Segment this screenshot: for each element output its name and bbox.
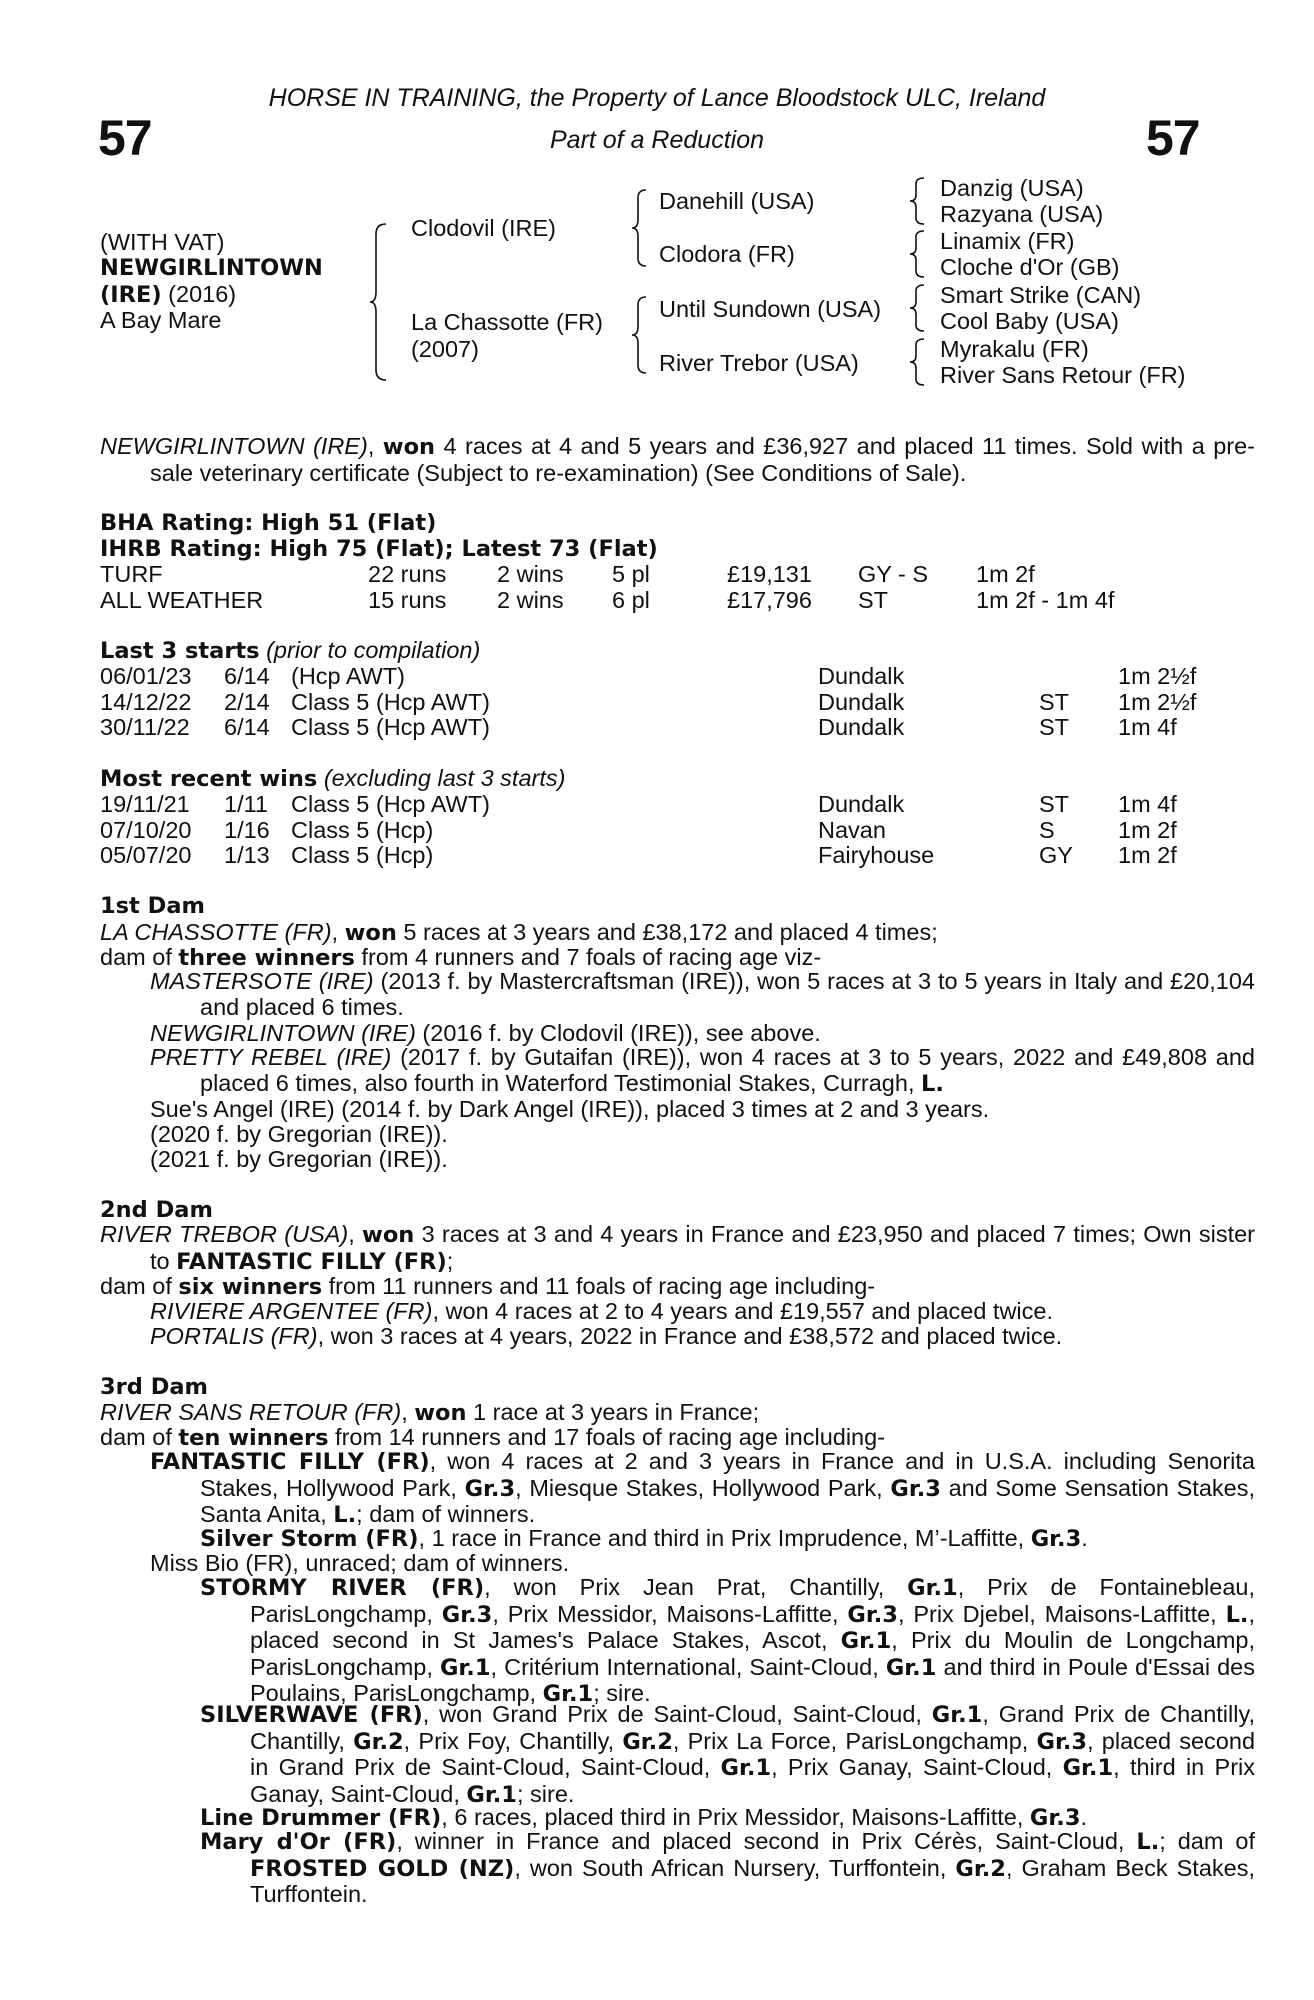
won: won: [344, 920, 397, 946]
distance: 1m 2½f: [1118, 689, 1197, 715]
progeny-name: Mary d'Or (FR): [200, 1829, 397, 1855]
grade: Gr.3: [441, 1601, 493, 1628]
prize-money: £19,131: [727, 561, 812, 587]
grade: Gr.2: [622, 1728, 673, 1755]
date: 19/11/21: [100, 791, 190, 817]
dam-record: 1 race at 3 years in France;: [466, 1399, 760, 1425]
distance: 1m 4f: [1118, 714, 1177, 740]
dam-name: RIVER TREBOR (USA): [100, 1221, 349, 1247]
recent-win-row: [100, 817, 1210, 843]
runs: 15 runs: [368, 587, 447, 613]
progeny-record: ; sire.: [593, 1680, 651, 1706]
distance: 1m 2½f: [1118, 663, 1197, 689]
pedigree-dam-sire: Until Sundown (USA): [659, 296, 882, 322]
horse-description: A Bay Mare: [100, 307, 222, 333]
progeny-entry: (2021 f. by Gregorian (IRE)).: [150, 1146, 448, 1172]
course: Dundalk: [818, 689, 905, 715]
lot-number-right: 57: [1146, 110, 1200, 166]
grade: Gr.1: [439, 1654, 491, 1681]
pedigree-brace-main: [370, 222, 390, 382]
progeny-entry: [200, 1702, 1255, 1808]
course: Dundalk: [818, 663, 905, 689]
runs: 22 runs: [368, 561, 447, 587]
foals-text: from 11 runners and 11 foals of racing age including-: [322, 1273, 876, 1299]
summary-won: won: [382, 434, 436, 460]
race-class: Class 5 (Hcp AWT): [291, 791, 490, 817]
pedigree-brace-dd: [910, 337, 926, 387]
progeny-entry: [150, 1045, 1255, 1097]
ihrb-rating: IHRB Rating: High 75 (Flat); Latest 73 (Flat): [100, 536, 658, 562]
going: ST: [1039, 791, 1070, 817]
first-dam-produce: [100, 944, 821, 971]
ratings-row-all-weather: [100, 587, 1210, 613]
won: won: [362, 1222, 415, 1248]
progeny-record: , won 3 races at 4 years, 2022 in France and £38,572 and placed twice.: [317, 1323, 1063, 1349]
progeny-record: , Grand Prix de Chantilly, Chantilly,: [250, 1701, 1256, 1754]
going: ST: [1039, 714, 1070, 740]
grade: Gr.1: [885, 1654, 937, 1681]
progeny-entry: [150, 1449, 1255, 1529]
going: ST: [858, 587, 889, 613]
page-title: HORSE IN TRAINING, the Property of Lance Bloodstock ULC, Ireland: [268, 84, 1046, 112]
progeny-entry: (2020 f. by Gregorian (IRE)).: [150, 1121, 448, 1147]
grade: Gr.3: [847, 1601, 898, 1628]
progeny-record: ; dam of winners.: [356, 1501, 536, 1527]
pedigree-dss: Smart Strike (CAN): [940, 282, 1142, 308]
page-subtitle: Part of a Reduction: [549, 126, 764, 154]
pedigree-brace-sd: [910, 229, 926, 279]
last-starts-heading: [100, 637, 480, 664]
pedigree-brace-ss: [910, 176, 926, 226]
position: 2/14: [224, 689, 270, 715]
heading-note: (prior to compilation): [259, 637, 481, 663]
pedigree-dam-year: (2007): [411, 336, 479, 362]
second-dam-heading: 2nd Dam: [100, 1197, 213, 1223]
race-class: Class 5 (Hcp AWT): [291, 689, 490, 715]
progeny-record: , Prix Ganay, Saint-Cloud,: [771, 1754, 1063, 1780]
distance: 1m 4f: [1118, 791, 1177, 817]
progeny-record: , Prix La Force, ParisLongchamp,: [672, 1727, 1037, 1754]
pedigree-sire-dam: Clodora (FR): [659, 241, 795, 267]
progeny-record: , 6 races, placed third in Prix Messidor, Maisons-Laffitte,: [441, 1804, 1030, 1830]
position: 1/13: [224, 842, 270, 868]
semicolon: ;: [446, 1247, 454, 1274]
date: 05/07/20: [100, 842, 192, 868]
recent-win-row: [100, 791, 1210, 817]
dam-of: dam of: [100, 1424, 179, 1450]
going: GY: [1039, 842, 1073, 868]
progeny-entry: [150, 969, 1255, 1020]
progeny-name: STORMY RIVER (FR): [200, 1575, 485, 1601]
sister-name: FANTASTIC FILLY (FR): [176, 1248, 447, 1275]
progeny-record: , Prix Djebel, Maisons-Laffitte,: [897, 1600, 1226, 1627]
progeny-record: ; dam of: [1159, 1828, 1255, 1854]
course: Fairyhouse: [818, 842, 935, 868]
comma: ,: [331, 919, 345, 945]
progeny-record: .: [1080, 1804, 1088, 1830]
comma: ,: [401, 1399, 415, 1425]
date: 07/10/20: [100, 817, 192, 843]
placed: 5 pl: [612, 561, 650, 587]
race-class: Class 5 (Hcp): [291, 842, 434, 868]
course: Navan: [818, 817, 886, 843]
race-class: Class 5 (Hcp): [291, 817, 434, 843]
progeny-record: (2017 f. by Gutaifan (IRE)), won 4 races at 3 to 5 years, 2022 and £49,808 and placed 6 times, also fourth in Waterford Testimonial Stakes, Curragh,: [200, 1044, 1255, 1096]
grade: Gr.3: [1036, 1728, 1088, 1755]
progeny-record: , Prix Foy, Chantilly,: [403, 1727, 623, 1754]
vat-note: (WITH VAT): [100, 229, 225, 255]
date: 30/11/22: [100, 714, 190, 740]
first-dam-heading: 1st Dam: [100, 893, 205, 919]
grade: Gr.3: [1029, 1805, 1081, 1831]
pedigree-dam-dam: River Trebor (USA): [659, 350, 859, 376]
grade: Gr.1: [1062, 1755, 1114, 1781]
position: 6/14: [224, 714, 270, 740]
progeny-record: , placed second in Grand Prix de Saint-Cloud, Saint-Cloud,: [250, 1727, 1256, 1780]
progeny-name: NEWGIRLINTOWN (IRE): [150, 1020, 416, 1046]
progeny-entry: [150, 1020, 821, 1046]
pedigree-brace-dam: [632, 295, 648, 375]
progeny-entry: [200, 1575, 1255, 1708]
grade: Gr.1: [466, 1781, 517, 1808]
horse-year: (2016): [161, 281, 237, 307]
dam-of: dam of: [100, 944, 179, 970]
summary-text: 4 races at 4 and 5 years and £36,927 and placed 11 times. Sold with a pre-sale veterinary certificate (Subject to re-examination) (See Conditions of Sale).: [150, 433, 1255, 486]
progeny-record: , third in Prix Ganay, Saint-Cloud,: [250, 1754, 1255, 1807]
progeny-entry: Sue's Angel (IRE) (2014 f. by Dark Angel (IRE)), placed 3 times at 2 and 3 years.: [150, 1096, 990, 1122]
progeny-entry: [200, 1829, 1255, 1908]
progeny-record: , Prix de Fontainebleau, ParisLongchamp,: [250, 1574, 1255, 1627]
second-dam-line: [100, 1222, 1255, 1275]
going: GY - S: [858, 561, 929, 587]
progeny-name: PORTALIS (FR): [150, 1323, 318, 1349]
dam-record: 3 races at 3 and 4 years in France and £23,950 and placed 7 times; Own sister to: [150, 1221, 1255, 1274]
pedigree-sire: Clodovil (IRE): [411, 215, 556, 241]
race-class: Class 5 (Hcp AWT): [291, 714, 490, 740]
grade: Gr.1: [720, 1755, 772, 1781]
race-summary: [100, 434, 1255, 486]
grade: Gr.1: [907, 1575, 958, 1601]
progeny-record: , won Grand Prix de Saint-Cloud, Saint-Cloud,: [422, 1701, 932, 1727]
pedigree-dam: La Chassotte (FR): [411, 309, 603, 335]
lot-number-left: 57: [98, 110, 152, 166]
course: Dundalk: [818, 714, 905, 740]
progeny-record: and Some Sensation Stakes, Santa Anita,: [200, 1474, 1255, 1527]
distance: 1m 2f: [1118, 817, 1177, 843]
pedigree-brace-sire: [632, 188, 648, 268]
first-dam-line: [100, 919, 938, 946]
grade: Gr.2: [353, 1728, 404, 1755]
progeny-record: and third in Poule d'Essai des Poulains, ParisLongchamp,: [250, 1653, 1255, 1706]
going: ST: [1039, 689, 1070, 715]
third-dam-heading: 3rd Dam: [100, 1374, 208, 1400]
heading-text: Most recent wins: [100, 766, 318, 792]
horse-country: (IRE): [100, 282, 162, 308]
progeny-record: , won 4 races at 2 and 3 years in France and in U.S.A. including Senorita Stakes, Hollywood Park,: [200, 1448, 1255, 1501]
race-class: (Hcp AWT): [291, 663, 406, 689]
progeny-record: , 1 race in France and third in Prix Imprudence, M’-Laffitte,: [418, 1525, 1031, 1551]
summary-comma: ,: [367, 433, 383, 459]
progeny-entry: [150, 1323, 1062, 1349]
pedigree-sdd: Cloche d'Or (GB): [940, 254, 1120, 280]
surface: ALL WEATHER: [100, 587, 264, 613]
third-dam-line: [100, 1399, 759, 1426]
grade: Gr.3: [890, 1475, 941, 1502]
grade: Gr.1: [931, 1702, 983, 1728]
progeny-record: , winner in France and placed second in Prix Cérès, Saint-Cloud,: [396, 1828, 1137, 1854]
grade: Gr.3: [464, 1475, 516, 1502]
progeny-name: Line Drummer (FR): [200, 1805, 442, 1831]
pedigree-ddd: River Sans Retour (FR): [940, 362, 1186, 388]
won: won: [414, 1400, 467, 1426]
pedigree-sds: Linamix (FR): [940, 228, 1075, 254]
progeny-name: PRETTY REBEL (IRE): [150, 1044, 392, 1070]
distance: 1m 2f: [1118, 842, 1177, 868]
grade: Gr.2: [955, 1855, 1006, 1882]
grade: L.: [921, 1070, 944, 1097]
progeny-record: (2013 f. by Mastercraftsman (IRE)), won 5 races at 3 to 5 years in Italy and £20,104 and placed 6 times.: [200, 968, 1256, 1020]
progeny-name: RIVIERE ARGENTEE (FR): [150, 1298, 433, 1324]
date: 06/01/23: [100, 663, 192, 689]
progeny-name: FANTASTIC FILLY (FR): [150, 1449, 430, 1475]
bha-rating: BHA Rating: High 51 (Flat): [100, 510, 437, 536]
last-start-row: [100, 714, 1210, 740]
position: 1/16: [224, 817, 270, 843]
progeny-record: , placed second in St James's Palace Stakes, Ascot,: [250, 1600, 1255, 1653]
foals-text: from 14 runners and 17 foals of racing age including-: [328, 1424, 886, 1450]
recent-win-row: [100, 842, 1210, 868]
position: 6/14: [224, 663, 270, 689]
progeny-name: SILVERWAVE (FR): [200, 1702, 423, 1728]
grade: L.: [333, 1502, 357, 1528]
last-start-row: [100, 663, 1210, 689]
progeny-record: , Miesque Stakes, Hollywood Park,: [515, 1474, 891, 1501]
pedigree-dds: Myrakalu (FR): [940, 336, 1089, 362]
progeny-entry: [150, 1298, 1053, 1324]
wins: 2 wins: [497, 587, 564, 613]
distance: 1m 2f: [976, 561, 1035, 587]
progeny-record: , won Prix Jean Prat, Chantilly,: [484, 1574, 908, 1600]
progeny-record: , Prix du Moulin de Longchamp, ParisLongchamp,: [250, 1627, 1255, 1680]
placed: 6 pl: [612, 587, 650, 613]
date: 14/12/22: [100, 689, 192, 715]
recent-wins-heading: [100, 765, 565, 792]
pedigree-sire-sire: Danehill (USA): [659, 188, 815, 214]
progeny-record: ; sire.: [516, 1780, 575, 1807]
pedigree-ssd: Razyana (USA): [940, 201, 1104, 227]
dam-of: dam of: [100, 1273, 179, 1299]
comma: ,: [348, 1221, 363, 1247]
progeny-record: , won 4 races at 2 to 4 years and £19,557 and placed twice.: [432, 1298, 1054, 1324]
position: 1/11: [224, 791, 268, 817]
prize-money: £17,796: [727, 587, 812, 613]
grade: Gr.1: [542, 1681, 594, 1707]
pedigree-dsd: Cool Baby (USA): [940, 308, 1119, 334]
winners-count: six winners: [178, 1274, 323, 1300]
dam-record: 5 races at 3 years and £38,172 and placed 4 times;: [396, 919, 938, 945]
progeny-record: , won South African Nursery, Turffontein,: [514, 1854, 956, 1881]
progeny-record: (2016 f. by Clodovil (IRE)), see above.: [415, 1020, 821, 1046]
progeny-entry: Miss Bio (FR), unraced; dam of winners.: [150, 1550, 570, 1576]
progeny-record: .: [1081, 1525, 1088, 1551]
progeny-name: Silver Storm (FR): [200, 1526, 419, 1552]
third-dam-produce: [100, 1424, 885, 1451]
winners-count: ten winners: [178, 1425, 329, 1451]
dam-name: RIVER SANS RETOUR (FR): [100, 1399, 402, 1425]
heading-text: Last 3 starts: [100, 638, 260, 664]
progeny-name: MASTERSOTE (IRE): [150, 968, 374, 994]
grandprogeny-name: FROSTED GOLD (NZ): [250, 1855, 515, 1882]
progeny-record: , Graham Beck Stakes, Turffontein.: [250, 1854, 1255, 1907]
surface: TURF: [100, 561, 163, 587]
progeny-entry: [200, 1525, 1088, 1552]
grade: Gr.1: [840, 1628, 892, 1654]
pedigree-brace-ds: [910, 283, 926, 333]
course: Dundalk: [818, 791, 905, 817]
grade: L.: [1136, 1829, 1160, 1855]
progeny-record: , Prix Messidor, Maisons-Laffitte,: [492, 1600, 848, 1627]
horse-name-line2: [100, 281, 236, 308]
pedigree-sss: Danzig (USA): [940, 175, 1084, 201]
grade: L.: [1225, 1601, 1249, 1628]
winners-count: three winners: [178, 945, 355, 971]
progeny-record: , Critérium International, Saint-Cloud,: [490, 1653, 886, 1680]
ratings-row-turf: [100, 561, 1210, 587]
second-dam-produce: [100, 1273, 875, 1300]
progeny-entry: [200, 1804, 1087, 1831]
grade: Gr.3: [1030, 1526, 1082, 1552]
last-start-row: [100, 689, 1210, 715]
foals-text: from 4 runners and 7 foals of racing age viz-: [354, 944, 822, 970]
dam-name: LA CHASSOTTE (FR): [100, 919, 332, 945]
distance: 1m 2f - 1m 4f: [976, 587, 1115, 613]
horse-name: NEWGIRLINTOWN: [100, 255, 323, 281]
going: S: [1039, 817, 1055, 843]
heading-note: (excluding last 3 starts): [317, 765, 566, 791]
summary-horse-name: NEWGIRLINTOWN (IRE): [100, 433, 368, 459]
wins: 2 wins: [497, 561, 564, 587]
